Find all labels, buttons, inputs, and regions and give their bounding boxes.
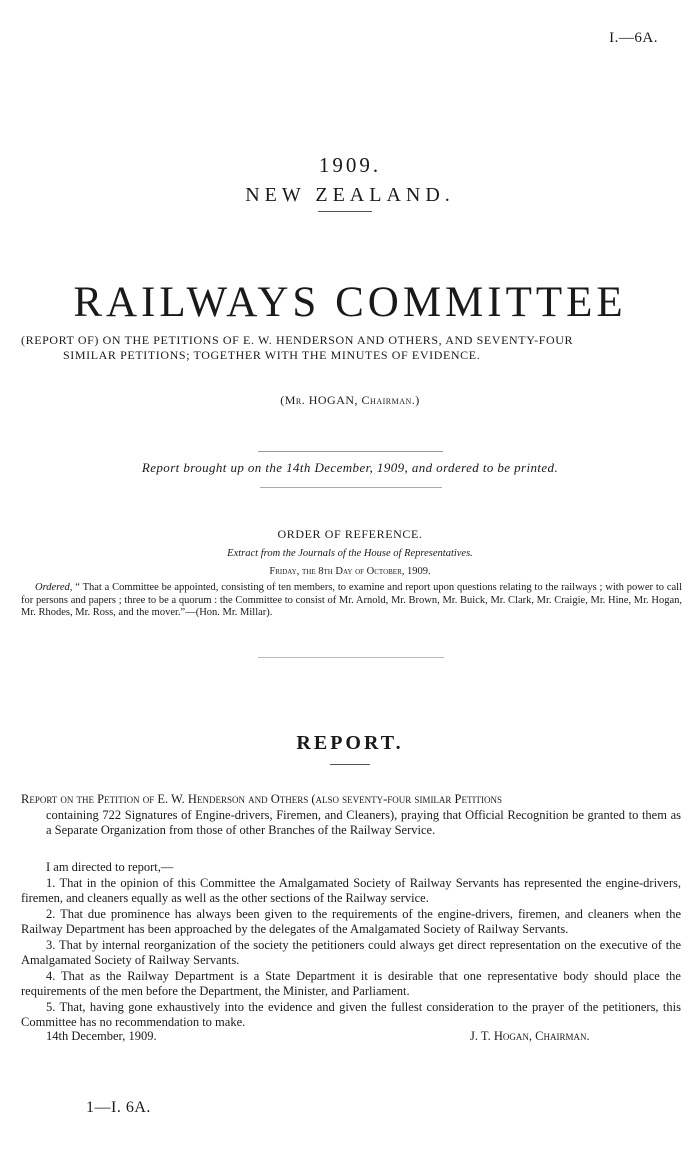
report-paragraph: 5. That, having gone exhaustively into the evidence and given the fullest consideration to the prayer of the petitioners, this Committee has no recommendation to make.: [21, 999, 681, 1029]
report-intro: I am directed to report,—: [46, 860, 174, 874]
year: 1909.: [318, 153, 382, 177]
report-divider: [330, 764, 370, 765]
order-date-line: Friday, the 8th Day of October, 1909.: [269, 566, 431, 577]
order-of-reference-text: [21, 582, 682, 620]
report-paragraph: 2. That due prominence has always been given to the requirements of the engine-drivers, firemen, and cleaners when the Railway Department has been approached by the delegates of the Amalgamated Society of Railway Servants.: [21, 906, 681, 936]
subtitle-line-2: SIMILAR PETITIONS; TOGETHER WITH THE MINUTES OF EVIDENCE.: [63, 348, 481, 362]
chairman-note: (Mr. HOGAN, Chairman.): [280, 393, 420, 407]
order-lead: Ordered,: [35, 582, 73, 593]
petition-summary: [21, 792, 681, 839]
petition-first-line: Report on the Petition of E. W. Henderson and Others (also seventy-four similar Petitions: [21, 792, 503, 806]
section-divider: [258, 451, 443, 452]
report-paragraph: 4. That as the Railway Department is a State Department it is desirable that one representative body should place the requirements of the men before the Department, the Minister, and Parliament.: [21, 968, 681, 998]
subtitle-line-1: (REPORT OF) ON THE PETITIONS OF E. W. HENDERSON AND OTHERS, AND SEVENTY-FOUR: [21, 333, 574, 347]
country-divider: [318, 211, 372, 212]
footer-reference: 1—I. 6A.: [86, 1099, 151, 1116]
section-divider: [260, 487, 442, 488]
report-paragraph: 1. That in the opinion of this Committee the Amalgamated Society of Railway Servants has represented the engine-drivers, firemen, and cleaners equally as well as the other sections of the Railway service.: [21, 875, 681, 905]
report-heading: REPORT.: [296, 732, 404, 754]
subtitle: [21, 333, 681, 363]
report-body: [21, 860, 681, 1031]
signature-name: J. T. Hogan, Chairman.: [470, 1029, 590, 1043]
brought-up-note: Report brought up on the 14th December, 1909, and ordered to be printed.: [141, 460, 559, 475]
main-title: RAILWAYS COMMITTEE: [73, 279, 627, 326]
order-of-reference-heading: ORDER OF REFERENCE.: [277, 527, 423, 541]
signature-date: 14th December, 1909.: [46, 1029, 157, 1043]
report-paragraph: 3. That by internal reorganization of the society the petitioners could always get direct representation on the executive of the Amalgamated Society of Railway Servants.: [21, 937, 681, 967]
petition-continued: containing 722 Signatures of Engine-drivers, Firemen, and Cleaners), praying that Official Recognition be granted to them as a Separate Organization from those of other Branches of the Railway Service.: [46, 807, 681, 837]
country-name: NEW ZEALAND.: [245, 184, 455, 206]
order-body: “ That a Committee be appointed, consisting of ten members, to examine and report upon questions relating to the railways ; with power to call for persons and papers ; three to be a quorum : the Committee to consist of Mr. Arnold, Mr. Brown, Mr. Buick, Mr. Clark, Mr. Craigie, Mr. Hine, Mr. Hogan, Mr. Rhodes, Mr. Ross, and the mover.”—(Hon. Mr. Millar).: [21, 582, 682, 618]
page-reference: I.—6A.: [609, 30, 658, 46]
section-divider: [258, 657, 444, 658]
journal-extract-line: Extract from the Journals of the House of Representatives.: [227, 548, 473, 559]
